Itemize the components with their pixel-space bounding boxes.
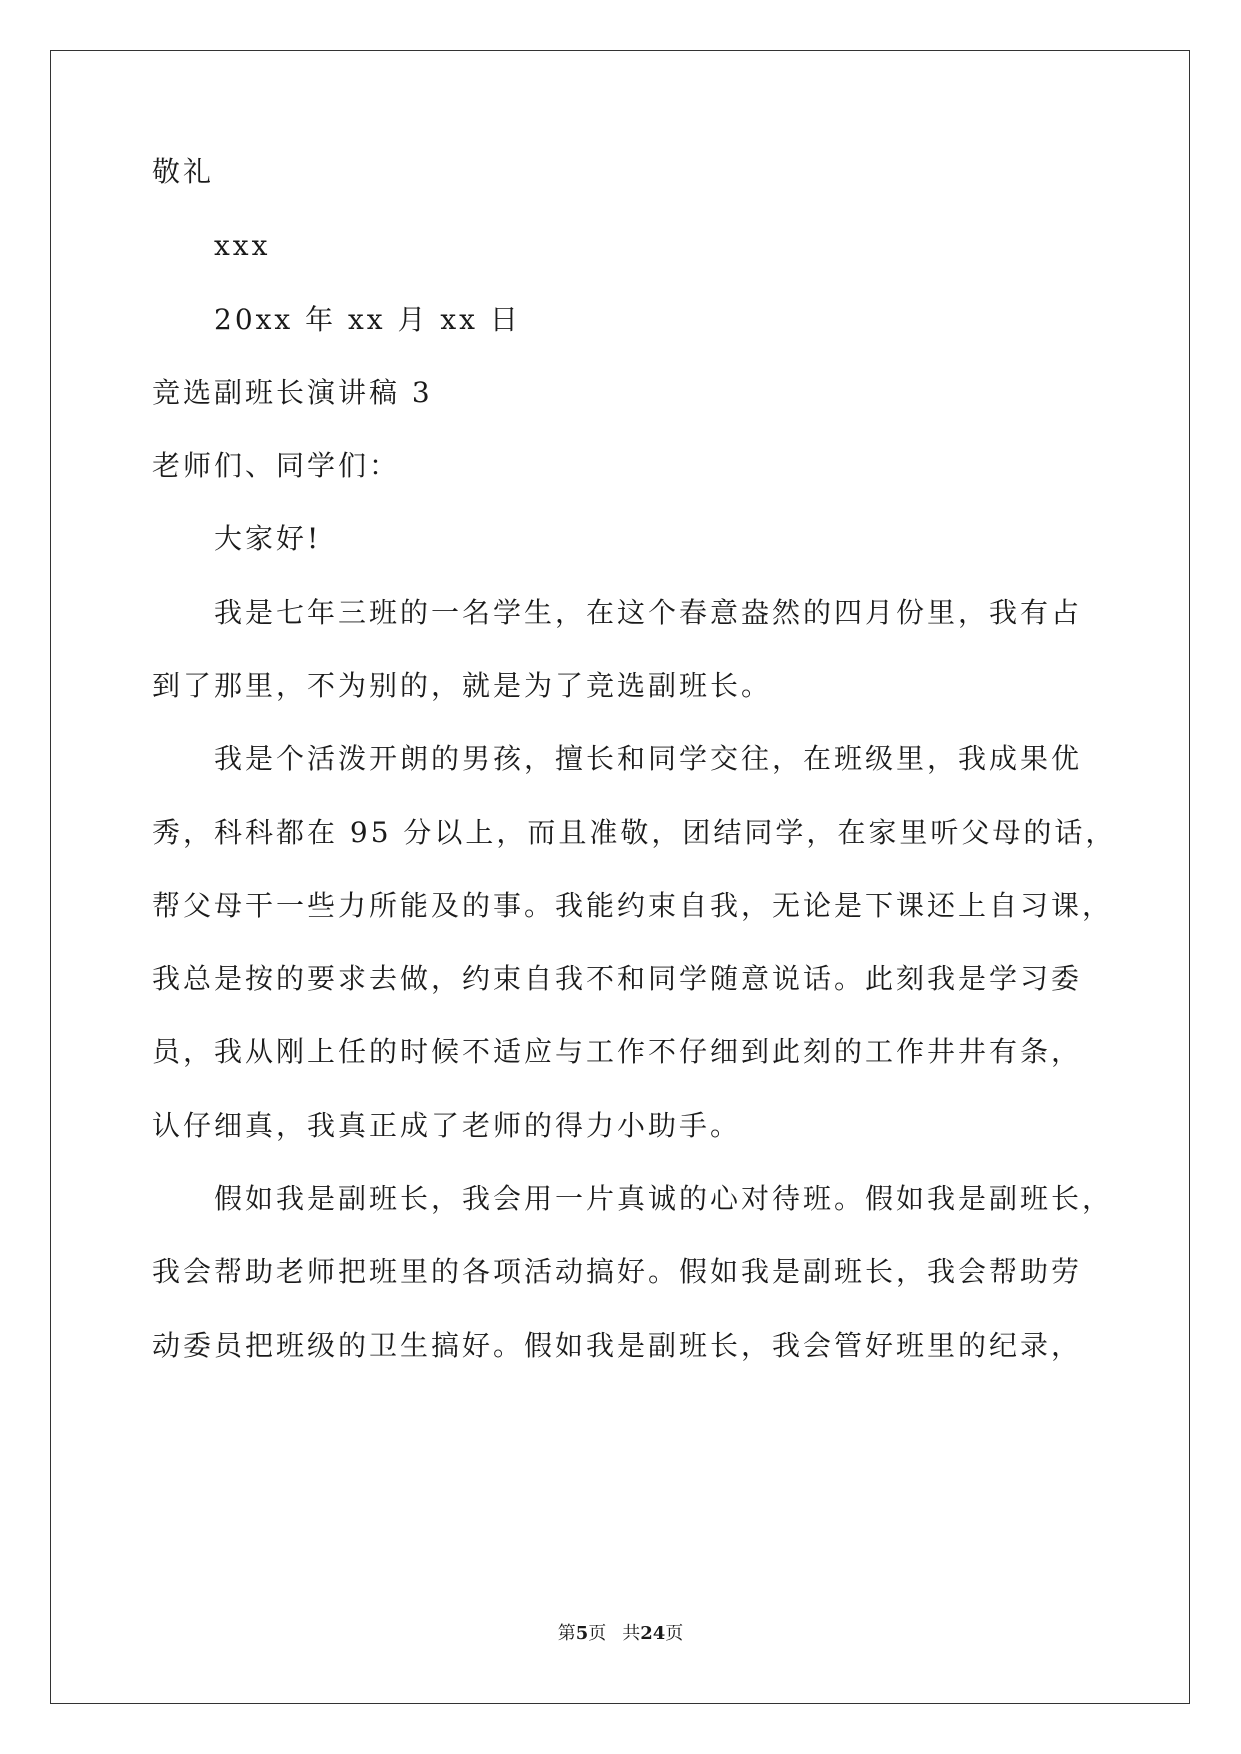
closing-salutation: 敬礼 (152, 155, 215, 188)
paragraph-line: 大家好! (214, 522, 322, 555)
paragraph-line: 我是七年三班的一名学生，在这个春意盎然的四月份里，我有占 (214, 596, 1083, 629)
greeting-line: 老师们、同学们： (152, 449, 401, 482)
paragraph-line: 到了那里，不为别的，就是为了竞选副班长。 (152, 669, 773, 702)
paragraph-line: 认仔细真，我真正成了老师的得力小助手。 (152, 1109, 742, 1142)
footer-page-suffix: 页 (588, 1623, 607, 1644)
paragraph-line: 假如我是副班长，我会用一片真诚的心对待班。假如我是副班长， (214, 1182, 1114, 1215)
signature-date: 20xx 年 xx 月 xx 日 (214, 303, 521, 336)
paragraph-line: 动委员把班级的卫生搞好。假如我是副班长，我会管好班里的纪录， (152, 1329, 1083, 1362)
current-page-number: 5 (575, 1623, 589, 1644)
footer-total-prefix: 共 (622, 1623, 641, 1644)
total-page-number: 24 (640, 1623, 666, 1644)
page-border (50, 50, 1190, 1704)
paragraph-line: 我总是按的要求去做，约束自我不和同学随意说话。此刻我是学习委 (152, 962, 1083, 995)
footer-total-suffix: 页 (665, 1623, 684, 1644)
paragraph-line: 员，我从刚上任的时候不适应与工作不仔细到此刻的工作井井有条， (152, 1035, 1083, 1068)
signature-name: xxx (214, 229, 271, 262)
paragraph-line: 我是个活泼开朗的男孩，擅长和同学交往，在班级里，我成果优 (214, 742, 1083, 775)
section-title: 竞选副班长演讲稿 3 (152, 376, 433, 409)
paragraph-line: 秀，科科都在 95 分以上，而且准敬，团结同学，在家里听父母的话， (152, 816, 1117, 849)
paragraph-line: 帮父母干一些力所能及的事。我能约束自我，无论是下课还上自习课， (152, 889, 1114, 922)
footer-prefix: 第 (557, 1623, 576, 1644)
page-footer (0, 1622, 1241, 1646)
paragraph-line: 我会帮助老师把班里的各项活动搞好。假如我是副班长，我会帮助劳 (152, 1255, 1083, 1288)
